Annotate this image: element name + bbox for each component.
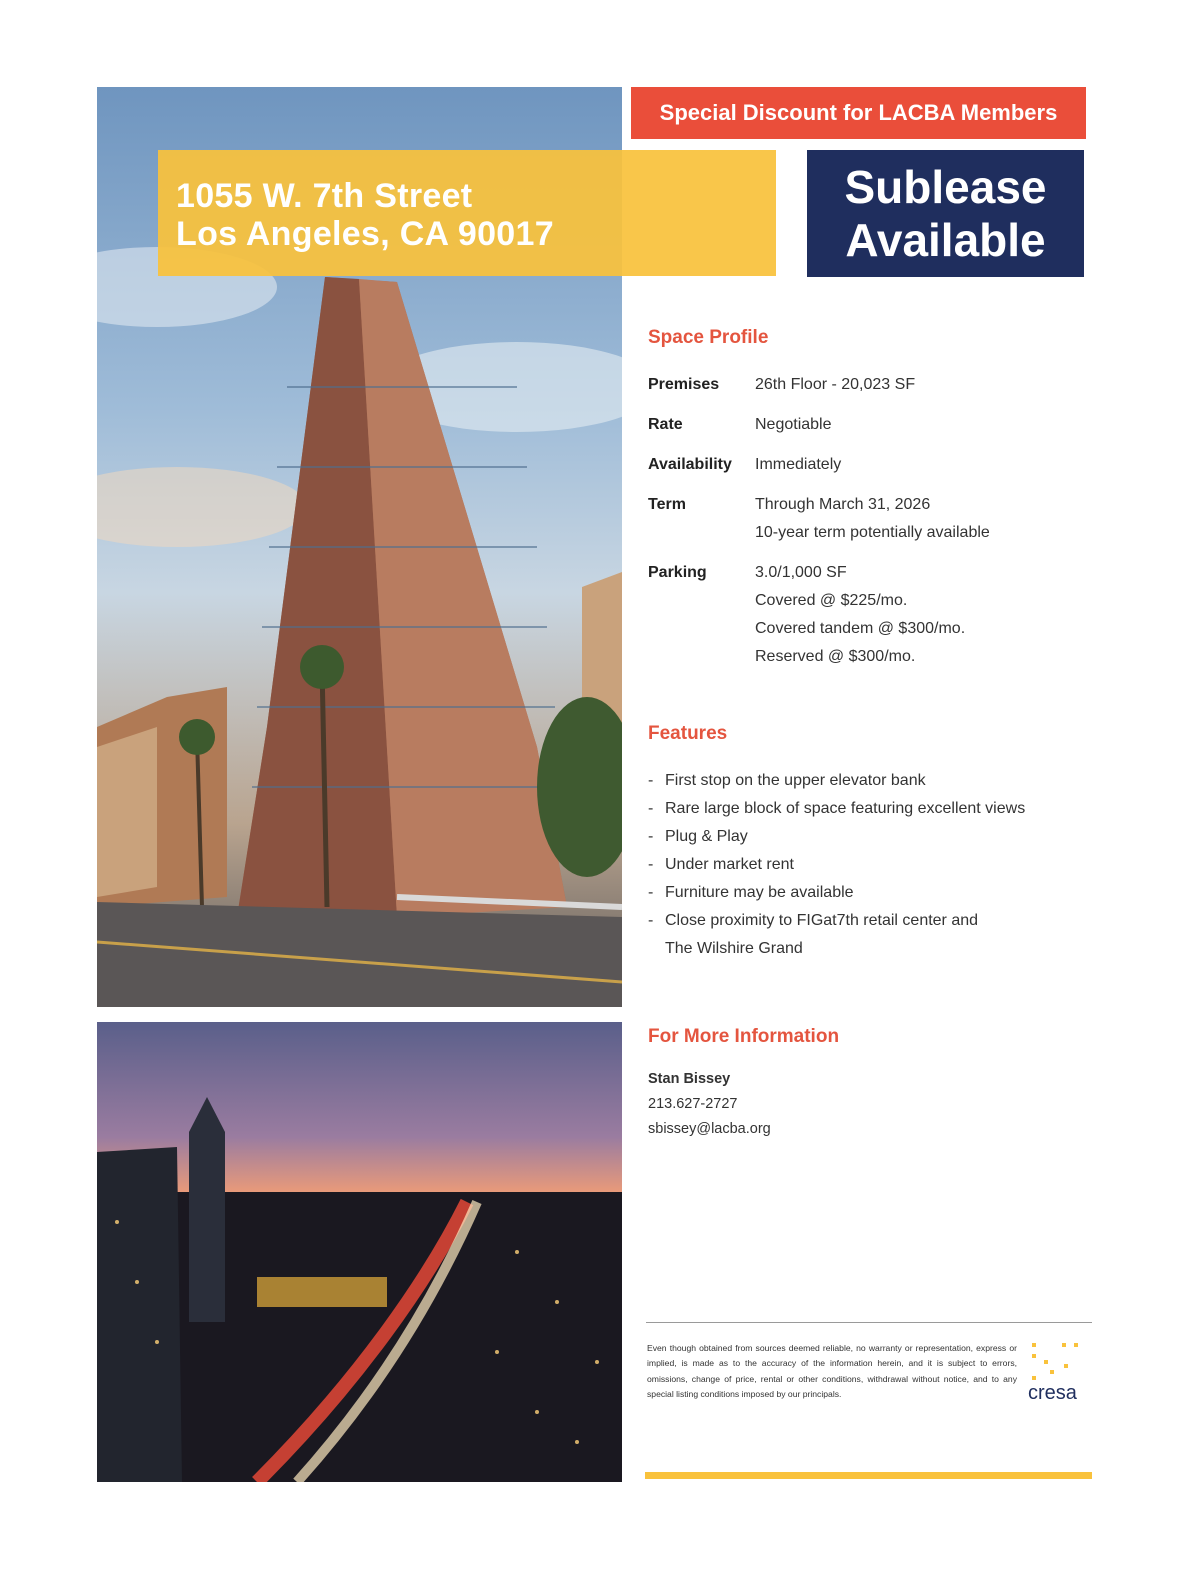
feature-item: - Furniture may be available: [648, 884, 854, 901]
profile-label-term: Term: [648, 496, 686, 513]
profile-label-rate: Rate: [648, 416, 683, 433]
feature-item: - Plug & Play: [648, 828, 748, 845]
special-discount-banner: Special Discount for LACBA Members: [631, 87, 1086, 139]
feature-dash: -: [648, 828, 654, 845]
feature-dash: -: [648, 772, 654, 789]
feature-item: - Close proximity to FIGat7th retail center and: [648, 912, 979, 929]
profile-value-parking-1: 3.0/1,000 SF: [755, 564, 847, 581]
feature-item: - Under market rent: [648, 856, 794, 873]
cresa-logo-text: cresa: [1028, 1382, 1077, 1404]
bottom-accent-bar: [645, 1472, 1092, 1479]
address-street: 1055 W. 7th Street: [176, 177, 473, 215]
city-night-photo: [97, 1022, 622, 1482]
feature-item: - First stop on the upper elevator bank: [648, 772, 926, 789]
sublease-line2: Available: [845, 213, 1046, 266]
profile-value-parking-4: Reserved @ $300/mo.: [755, 648, 916, 665]
feature-dash: -: [648, 884, 654, 901]
contact-name: Stan Bissey: [648, 1071, 731, 1087]
profile-label-premises: Premises: [648, 376, 720, 393]
feature-dash: -: [648, 800, 654, 817]
profile-value-term-1: Through March 31, 2026: [755, 496, 931, 513]
features-title: Features: [648, 723, 728, 744]
contact-phone[interactable]: 213.627-2727: [648, 1096, 738, 1112]
more-info-title: For More Information: [648, 1026, 840, 1047]
profile-value-rate: Negotiable: [755, 416, 832, 433]
profile-label-parking: Parking: [648, 564, 707, 581]
feature-item-continuation: The Wilshire Grand: [665, 940, 803, 957]
profile-value-premises: 26th Floor - 20,023 SF: [755, 376, 916, 393]
profile-label-availability: Availability: [648, 456, 732, 473]
profile-value-availability: Immediately: [755, 456, 842, 473]
space-profile-title: Space Profile: [648, 327, 769, 348]
profile-value-parking-3: Covered tandem @ $300/mo.: [755, 620, 966, 637]
disclaimer-text: Even though obtained from sources deemed reliable, no warranty or representation, express or implied, is made as to the accuracy of the information herein, and it is subject to errors, omissions, change of price, rental or other conditions, withdrawal without notice, and to any special listing conditions imposed by our principals.: [647, 1343, 1017, 1399]
feature-dash: -: [648, 856, 654, 873]
sublease-line1: Sublease: [844, 160, 1047, 213]
contact-email[interactable]: sbissey@lacba.org: [648, 1121, 771, 1137]
footer-divider: [646, 1322, 1092, 1323]
profile-value-parking-2: Covered @ $225/mo.: [755, 592, 908, 609]
cresa-logo-icon: [1030, 1340, 1085, 1385]
sublease-available-box: [807, 150, 1084, 277]
feature-item: - Rare large block of space featuring excellent views: [648, 800, 1026, 817]
address-city: Los Angeles, CA 90017: [176, 215, 554, 253]
profile-value-term-2: 10-year term potentially available: [755, 524, 990, 541]
feature-dash: -: [648, 912, 654, 929]
